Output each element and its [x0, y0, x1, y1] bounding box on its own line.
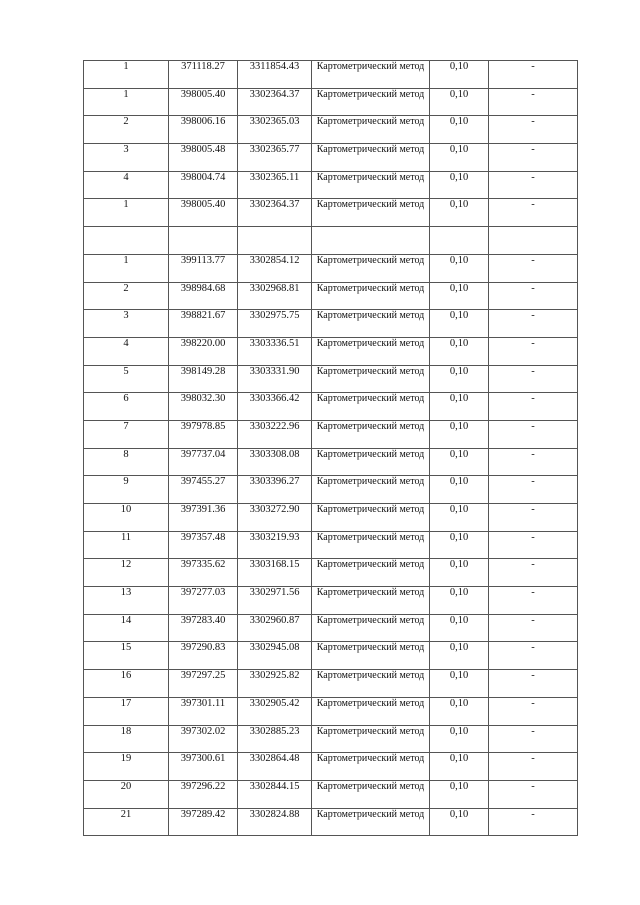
x-coordinate-cell: 397301.11 — [169, 697, 238, 725]
x-coordinate-cell: 397296.22 — [169, 780, 238, 808]
x-coordinate-cell: 398149.28 — [169, 365, 238, 393]
x-coordinate-cell: 397290.83 — [169, 642, 238, 670]
x-coordinate-cell: 398005.40 — [169, 199, 238, 227]
table-row — [84, 531, 578, 559]
accuracy-cell: 0,10 — [430, 504, 489, 532]
y-coordinate-cell: 3302365.77 — [238, 144, 312, 172]
method-cell: Картометрический метод — [312, 144, 430, 172]
description-cell: - — [489, 393, 578, 421]
point-number-cell: 10 — [84, 504, 169, 532]
table-row — [84, 310, 578, 338]
description-cell: - — [489, 725, 578, 753]
method-cell: Картометрический метод — [312, 448, 430, 476]
accuracy-cell: 0,10 — [430, 310, 489, 338]
point-number-cell: 11 — [84, 531, 169, 559]
point-number-cell: 20 — [84, 780, 169, 808]
accuracy-cell: 0,10 — [430, 393, 489, 421]
table-row — [84, 282, 578, 310]
method-cell: Картометрический метод — [312, 393, 430, 421]
point-number-cell: 21 — [84, 808, 169, 836]
y-coordinate-cell: 3302364.37 — [238, 199, 312, 227]
x-coordinate-cell: 397391.36 — [169, 504, 238, 532]
description-cell: - — [489, 337, 578, 365]
accuracy-cell: 0,10 — [430, 642, 489, 670]
table-row — [84, 61, 578, 89]
description-cell — [489, 227, 578, 255]
description-cell: - — [489, 420, 578, 448]
description-cell: - — [489, 282, 578, 310]
y-coordinate-cell: 3302364.37 — [238, 88, 312, 116]
description-cell: - — [489, 780, 578, 808]
x-coordinate-cell: 398984.68 — [169, 282, 238, 310]
accuracy-cell: 0,10 — [430, 753, 489, 781]
description-cell: - — [489, 697, 578, 725]
point-number-cell: 18 — [84, 725, 169, 753]
y-coordinate-cell: 3303366.42 — [238, 393, 312, 421]
accuracy-cell: 0,10 — [430, 116, 489, 144]
point-number-cell: 8 — [84, 448, 169, 476]
method-cell: Картометрический метод — [312, 753, 430, 781]
coordinates-table — [83, 60, 578, 836]
accuracy-cell: 0,10 — [430, 337, 489, 365]
y-coordinate-cell: 3302365.11 — [238, 171, 312, 199]
x-coordinate-cell: 398220.00 — [169, 337, 238, 365]
y-coordinate-cell: 3303168.15 — [238, 559, 312, 587]
table-row — [84, 476, 578, 504]
method-cell: Картометрический метод — [312, 61, 430, 89]
table-row — [84, 697, 578, 725]
description-cell: - — [489, 171, 578, 199]
description-cell: - — [489, 753, 578, 781]
table-row — [84, 670, 578, 698]
table-row — [84, 642, 578, 670]
description-cell: - — [489, 642, 578, 670]
description-cell: - — [489, 614, 578, 642]
table-row — [84, 753, 578, 781]
table-row — [84, 171, 578, 199]
method-cell: Картометрический метод — [312, 504, 430, 532]
description-cell: - — [489, 476, 578, 504]
accuracy-cell: 0,10 — [430, 725, 489, 753]
table-row — [84, 144, 578, 172]
point-number-cell: 16 — [84, 670, 169, 698]
accuracy-cell: 0,10 — [430, 670, 489, 698]
x-coordinate-cell — [169, 227, 238, 255]
method-cell: Картометрический метод — [312, 337, 430, 365]
accuracy-cell: 0,10 — [430, 808, 489, 836]
x-coordinate-cell: 397357.48 — [169, 531, 238, 559]
method-cell: Картометрический метод — [312, 559, 430, 587]
x-coordinate-cell: 397737.04 — [169, 448, 238, 476]
method-cell: Картометрический метод — [312, 254, 430, 282]
accuracy-cell: 0,10 — [430, 697, 489, 725]
accuracy-cell: 0,10 — [430, 476, 489, 504]
accuracy-cell: 0,10 — [430, 88, 489, 116]
method-cell: Картометрический метод — [312, 171, 430, 199]
y-coordinate-cell: 3302854.12 — [238, 254, 312, 282]
point-number-cell: 12 — [84, 559, 169, 587]
table-row — [84, 88, 578, 116]
y-coordinate-cell: 3303396.27 — [238, 476, 312, 504]
x-coordinate-cell: 398006.16 — [169, 116, 238, 144]
y-coordinate-cell: 3303272.90 — [238, 504, 312, 532]
point-number-cell: 3 — [84, 144, 169, 172]
x-coordinate-cell: 397978.85 — [169, 420, 238, 448]
x-coordinate-cell: 398821.67 — [169, 310, 238, 338]
point-number-cell: 3 — [84, 310, 169, 338]
table-row — [84, 725, 578, 753]
y-coordinate-cell: 3302975.75 — [238, 310, 312, 338]
y-coordinate-cell: 3311854.43 — [238, 61, 312, 89]
method-cell: Картометрический метод — [312, 88, 430, 116]
x-coordinate-cell: 399113.77 — [169, 254, 238, 282]
table-row — [84, 254, 578, 282]
y-coordinate-cell: 3303219.93 — [238, 531, 312, 559]
table-row — [84, 808, 578, 836]
point-number-cell: 9 — [84, 476, 169, 504]
x-coordinate-cell: 397297.25 — [169, 670, 238, 698]
y-coordinate-cell — [238, 227, 312, 255]
point-number-cell — [84, 227, 169, 255]
method-cell: Картометрический метод — [312, 282, 430, 310]
method-cell: Картометрический метод — [312, 587, 430, 615]
y-coordinate-cell: 3302960.87 — [238, 614, 312, 642]
point-number-cell: 5 — [84, 365, 169, 393]
accuracy-cell: 0,10 — [430, 448, 489, 476]
table-row — [84, 116, 578, 144]
point-number-cell: 1 — [84, 88, 169, 116]
coordinates-table-body — [84, 61, 578, 836]
method-cell: Картометрический метод — [312, 310, 430, 338]
table-row — [84, 365, 578, 393]
method-cell: Картометрический метод — [312, 725, 430, 753]
y-coordinate-cell: 3302971.56 — [238, 587, 312, 615]
y-coordinate-cell: 3302365.03 — [238, 116, 312, 144]
point-number-cell: 13 — [84, 587, 169, 615]
point-number-cell: 7 — [84, 420, 169, 448]
description-cell: - — [489, 199, 578, 227]
accuracy-cell: 0,10 — [430, 420, 489, 448]
description-cell: - — [489, 61, 578, 89]
point-number-cell: 17 — [84, 697, 169, 725]
y-coordinate-cell: 3303331.90 — [238, 365, 312, 393]
description-cell: - — [489, 144, 578, 172]
description-cell: - — [489, 670, 578, 698]
y-coordinate-cell: 3302925.82 — [238, 670, 312, 698]
method-cell: Картометрический метод — [312, 199, 430, 227]
point-number-cell: 14 — [84, 614, 169, 642]
description-cell: - — [489, 531, 578, 559]
y-coordinate-cell: 3302864.48 — [238, 753, 312, 781]
x-coordinate-cell: 398005.48 — [169, 144, 238, 172]
table-row — [84, 448, 578, 476]
method-cell: Картометрический метод — [312, 697, 430, 725]
x-coordinate-cell: 397455.27 — [169, 476, 238, 504]
point-number-cell: 2 — [84, 282, 169, 310]
table-row — [84, 337, 578, 365]
point-number-cell: 6 — [84, 393, 169, 421]
point-number-cell: 1 — [84, 254, 169, 282]
description-cell: - — [489, 254, 578, 282]
method-cell: Картометрический метод — [312, 476, 430, 504]
description-cell: - — [489, 808, 578, 836]
x-coordinate-cell: 397283.40 — [169, 614, 238, 642]
x-coordinate-cell: 397289.42 — [169, 808, 238, 836]
x-coordinate-cell: 398032.30 — [169, 393, 238, 421]
y-coordinate-cell: 3302945.08 — [238, 642, 312, 670]
description-cell: - — [489, 116, 578, 144]
table-row — [84, 559, 578, 587]
accuracy-cell: 0,10 — [430, 282, 489, 310]
y-coordinate-cell: 3302824.88 — [238, 808, 312, 836]
point-number-cell: 19 — [84, 753, 169, 781]
point-number-cell: 4 — [84, 337, 169, 365]
point-number-cell: 1 — [84, 61, 169, 89]
point-number-cell: 1 — [84, 199, 169, 227]
y-coordinate-cell: 3302968.81 — [238, 282, 312, 310]
method-cell: Картометрический метод — [312, 670, 430, 698]
description-cell: - — [489, 504, 578, 532]
y-coordinate-cell: 3303336.51 — [238, 337, 312, 365]
description-cell: - — [489, 88, 578, 116]
accuracy-cell: 0,10 — [430, 587, 489, 615]
method-cell: Картометрический метод — [312, 614, 430, 642]
method-cell: Картометрический метод — [312, 531, 430, 559]
table-row — [84, 393, 578, 421]
description-cell: - — [489, 587, 578, 615]
description-cell: - — [489, 448, 578, 476]
y-coordinate-cell: 3302885.23 — [238, 725, 312, 753]
point-number-cell: 2 — [84, 116, 169, 144]
table-row — [84, 227, 578, 255]
accuracy-cell: 0,10 — [430, 780, 489, 808]
description-cell: - — [489, 310, 578, 338]
accuracy-cell: 0,10 — [430, 199, 489, 227]
table-row — [84, 780, 578, 808]
accuracy-cell: 0,10 — [430, 559, 489, 587]
table-row — [84, 587, 578, 615]
x-coordinate-cell: 398004.74 — [169, 171, 238, 199]
x-coordinate-cell: 397335.62 — [169, 559, 238, 587]
method-cell: Картометрический метод — [312, 808, 430, 836]
accuracy-cell: 0,10 — [430, 365, 489, 393]
table-row — [84, 614, 578, 642]
table-row — [84, 504, 578, 532]
x-coordinate-cell: 371118.27 — [169, 61, 238, 89]
method-cell: Картометрический метод — [312, 365, 430, 393]
point-number-cell: 4 — [84, 171, 169, 199]
description-cell: - — [489, 365, 578, 393]
accuracy-cell: 0,10 — [430, 144, 489, 172]
method-cell: Картометрический метод — [312, 116, 430, 144]
accuracy-cell: 0,10 — [430, 531, 489, 559]
y-coordinate-cell: 3302905.42 — [238, 697, 312, 725]
table-row — [84, 199, 578, 227]
y-coordinate-cell: 3303222.96 — [238, 420, 312, 448]
accuracy-cell — [430, 227, 489, 255]
accuracy-cell: 0,10 — [430, 614, 489, 642]
x-coordinate-cell: 397302.02 — [169, 725, 238, 753]
method-cell: Картометрический метод — [312, 420, 430, 448]
y-coordinate-cell: 3302844.15 — [238, 780, 312, 808]
method-cell: Картометрический метод — [312, 780, 430, 808]
method-cell — [312, 227, 430, 255]
description-cell: - — [489, 559, 578, 587]
point-number-cell: 15 — [84, 642, 169, 670]
y-coordinate-cell: 3303308.08 — [238, 448, 312, 476]
accuracy-cell: 0,10 — [430, 254, 489, 282]
method-cell: Картометрический метод — [312, 642, 430, 670]
x-coordinate-cell: 397277.03 — [169, 587, 238, 615]
accuracy-cell: 0,10 — [430, 61, 489, 89]
table-row — [84, 420, 578, 448]
x-coordinate-cell: 397300.61 — [169, 753, 238, 781]
x-coordinate-cell: 398005.40 — [169, 88, 238, 116]
accuracy-cell: 0,10 — [430, 171, 489, 199]
